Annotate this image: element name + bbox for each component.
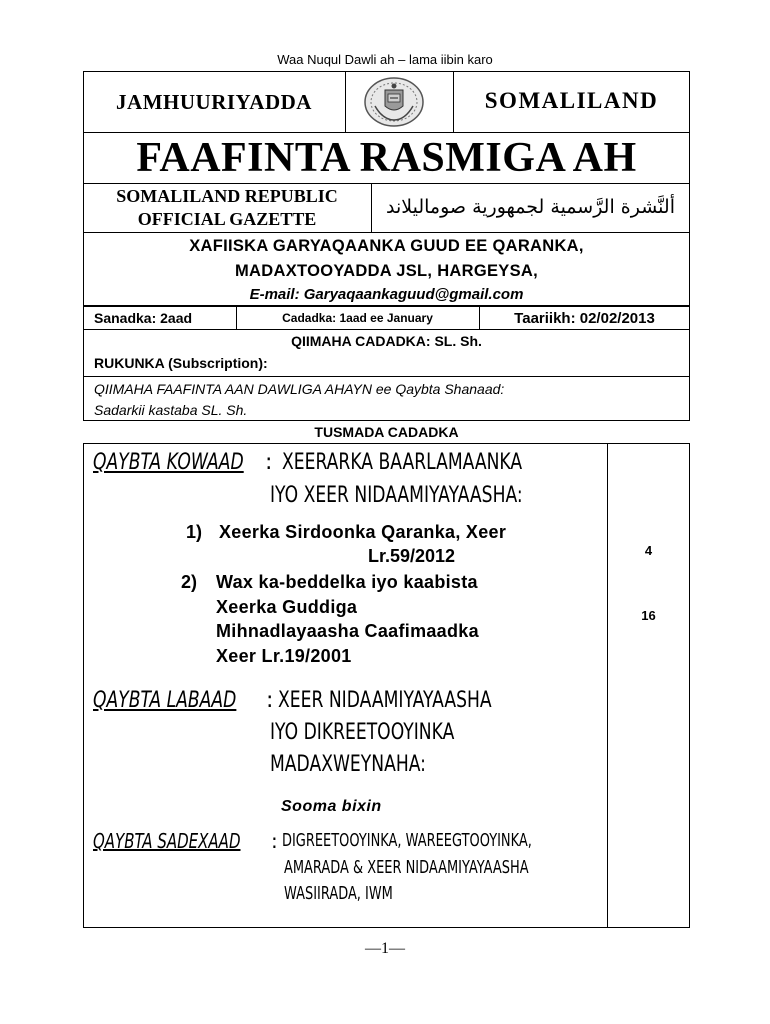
nongov-price-line2: Sadarkii kastaba SL. Sh. — [94, 402, 248, 418]
masthead-right: SOMALILAND — [484, 88, 659, 113]
part2-colon: : — [266, 688, 274, 713]
part1-label: QAYBTA KOWAAD — [93, 450, 244, 475]
item2-line3[interactable]: Mihnadlayaasha Caafimaadka — [216, 621, 479, 641]
part3-title1: DIGREETOOYINKA, WAREEGTOOYINKA, — [282, 830, 532, 851]
somaliland-coat-of-arms-icon — [363, 76, 425, 128]
meta-issue: Cadadka: 1aad ee January — [282, 311, 433, 325]
meta-date: Taariikh: 02/02/2013 — [514, 310, 655, 327]
part2-label: QAYBTA LABAAD — [93, 688, 237, 713]
part1-title2: IYO XEER NIDAAMIYAYAASHA: — [270, 483, 523, 508]
issue-price: QIIMAHA CADADKA: SL. Sh. — [291, 333, 482, 349]
part3-label: QAYBTA SADEXAAD — [93, 829, 241, 853]
contents-frame — [83, 443, 690, 928]
item1-line2[interactable]: Lr.59/2012 — [367, 546, 456, 566]
copy-notice: Waa Nuqul Dawli ah – lama iibin karo — [277, 52, 493, 67]
masthead-left: JAMHUURIYADDA — [116, 90, 312, 114]
item1-page: 4 — [644, 543, 653, 558]
page-title: FAAFINTA RASMIGA AH — [136, 135, 637, 181]
gazette-english-line2: OFFICIAL GAZETTE — [137, 209, 317, 229]
part1-colon: : — [265, 450, 273, 475]
part3-title3: WASIIRADA, IWM — [284, 883, 393, 904]
item2-number: 2) — [181, 572, 198, 592]
contents-heading: TUSMADA CADADKA — [314, 424, 459, 440]
item2-line4[interactable]: Xeer Lr.19/2001 — [216, 646, 352, 666]
gazette-arabic: ألنَّشرة الرَّسمية لجمهورية صوماليلاند — [386, 196, 675, 218]
item2-line2[interactable]: Xeerka Guddiga — [216, 597, 358, 617]
office-line2: MADAXTOOYADDA JSL, HARGEYSA, — [235, 262, 538, 280]
part1-title1: XEERARKA BAARLAMAANKA — [282, 450, 523, 475]
office-line1: XAFIISKA GARYAQAANKA GUUD EE QARANKA, — [189, 237, 584, 255]
part3-colon: : — [271, 829, 278, 853]
part2-title2: IYO DIKREETOOYINKA — [270, 720, 455, 745]
nongov-price-line1: QIIMAHA FAAFINTA AAN DAWLIGA AHAYN ee Qaybta Shanaad: — [94, 381, 505, 397]
part3-title2: AMARADA & XEER NIDAAMIYAYAASHA — [284, 857, 529, 878]
gazette-english-line1: SOMALILAND REPUBLIC — [116, 186, 338, 206]
part2-title1: XEER NIDAAMIYAYAASHA — [278, 688, 492, 713]
item1-line1[interactable]: Xeerka Sirdoonka Qaranka, Xeer — [219, 522, 507, 542]
item2-line1[interactable]: Wax ka-beddelka iyo kaabista — [216, 572, 478, 592]
part2-title3: MADAXWEYNAHA: — [270, 752, 426, 777]
item1-number: 1) — [186, 522, 203, 542]
part2-note: Sooma bixin — [281, 798, 382, 815]
subscription: RUKUNKA (Subscription): — [94, 355, 268, 371]
item2-page: 16 — [641, 608, 656, 623]
page-number: —1— — [365, 940, 405, 957]
meta-year: Sanadka: 2aad — [94, 310, 193, 326]
office-email[interactable]: E-mail: Garyaqaankaguud@gmail.com — [249, 286, 524, 303]
